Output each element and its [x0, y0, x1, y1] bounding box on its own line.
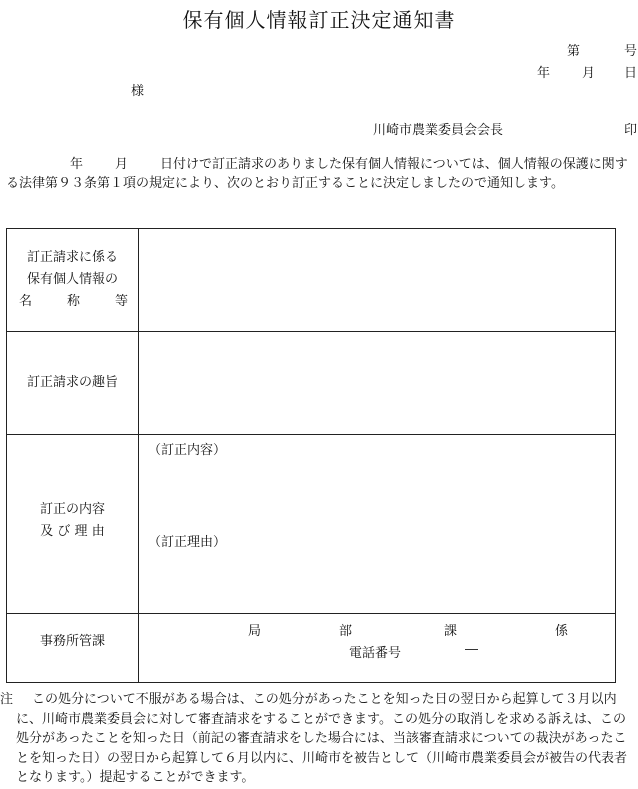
intro-year: 年 — [70, 157, 84, 172]
note-label: 注 — [0, 692, 14, 707]
intro-text: 日付けで訂正請求のありました保有個人情報については、個人情報の保護に関する法律第９３条第１項の規定により、次のとおり訂正することに決定しましたので通知します。 — [6, 157, 628, 191]
decision-table — [6, 228, 616, 683]
row-info-name — [7, 229, 615, 331]
intro-paragraph — [6, 155, 634, 193]
correction-reason-label: （訂正理由） — [148, 535, 227, 550]
intro-month: 月 — [115, 157, 129, 172]
office-bu: 部 — [339, 624, 353, 639]
row-request-purpose — [7, 331, 615, 434]
number-go: 号 — [624, 44, 638, 59]
row-info-name-value[interactable] — [140, 229, 615, 331]
row-correction-label: 訂正の内容 及 び 理 由 — [39, 502, 105, 539]
addressee-sama: 様 — [131, 84, 145, 99]
phone-dash: ― — [465, 642, 478, 657]
document-title: 保有個人情報訂正決定通知書 — [182, 8, 456, 32]
note-text: この処分について不服がある場合は、この処分があったことを知った日の翌日から起算して３月以内に、川崎市農業委員会に対して審査請求をすることができます。この処分の取消しを求める訴えは、この処分があったことを知った日（前記の審査請求をした場合には、当該審査請求についての裁決があったことを知った日）の翌日から起算して６月以内に、川崎市を被告として（川崎市農業委員会が被告の代表者となります。）提起することができます。 — [16, 692, 628, 785]
row-office-label: 事務所管課 — [39, 634, 105, 649]
row-info-name-label: 訂正請求に係る 保有個人情報の 名 称 等 — [19, 250, 128, 309]
date-month: 月 — [582, 66, 596, 81]
row-request-purpose-value[interactable] — [140, 332, 615, 434]
seal-mark: 印 — [624, 123, 638, 138]
number-dai: 第 — [567, 44, 581, 59]
office-kyoku: 局 — [248, 624, 262, 639]
row-correction — [7, 434, 615, 613]
office-kakari: 係 — [555, 624, 569, 639]
phone-label: 電話番号 — [349, 646, 402, 661]
date-year: 年 — [537, 66, 551, 81]
issuer-name: 川崎市農業委員会会長 — [373, 123, 504, 138]
row-office — [7, 613, 615, 684]
office-ka: 課 — [444, 624, 458, 639]
date-day: 日 — [624, 66, 638, 81]
row-request-purpose-label: 訂正請求の趣旨 — [26, 375, 118, 390]
correction-content-label: （訂正内容） — [148, 443, 227, 458]
